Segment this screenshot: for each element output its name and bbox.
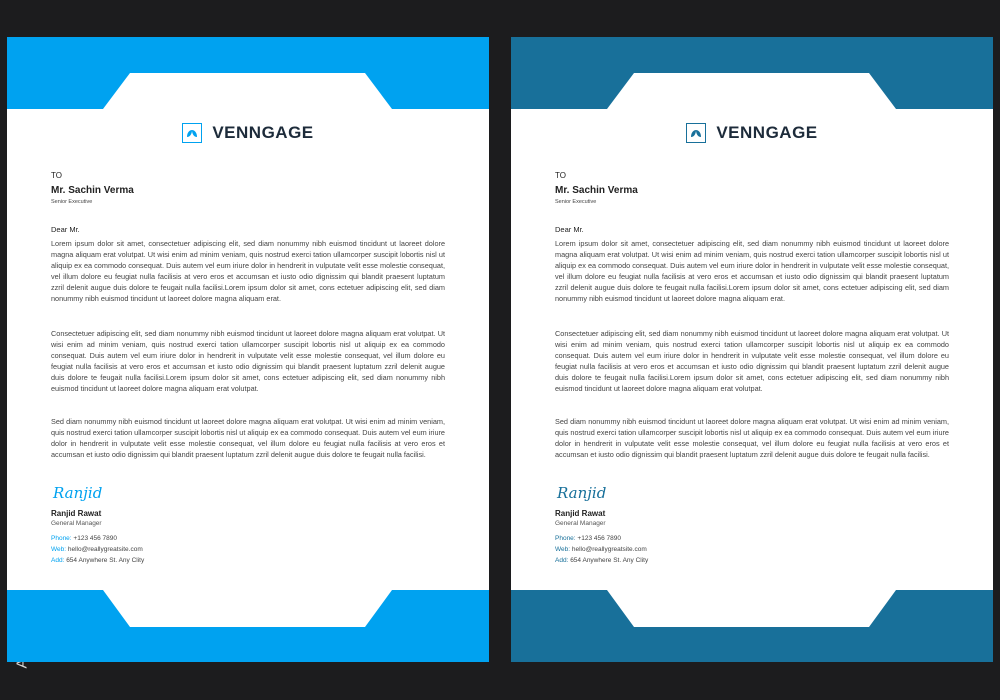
letterhead-dark-teal: [511, 37, 993, 662]
phone-value: +123 456 7890: [73, 535, 117, 542]
address-label: Add:: [51, 557, 65, 564]
letterhead-light-blue: [7, 37, 489, 662]
sender-name: Ranjid Rawat: [51, 509, 102, 518]
leaf-icon: [686, 123, 706, 143]
recipient-name: Mr. Sachin Verma: [51, 185, 134, 196]
body-paragraph: Lorem ipsum dolor sit amet, consectetuer adipiscing elit, sed diam nonummy nibh euismod tincidunt ut laoreet dolore magna aliquam erat volutpat. Ut wisi enim ad minim veniam, quis nostrud exerci tation ullamcorper suscipit lobortis nisl ut aliquip ex ea commodo consequat. Duis autem vel eum iriure dolor in hendrerit in vulputate velit esse molestie consequat, vel illum dolore eu feugiat nulla facilisis at vero eros et accumsan et iusto odio dignissim qui blandit praesent luptatum zzril delenit augue duis dolore te feugait nulla facilisi.Lorem ipsum dolor sit amet, cons ectetuer adipiscing elit, sed diam nonummy nibh euismod tincidunt ut laoreet dolore magna aliquam erat.: [51, 239, 445, 303]
recipient-title: Senior Executive: [51, 199, 93, 205]
web-value: hello@reallygreatsite.com: [571, 546, 647, 553]
recipient-title: Senior Executive: [555, 199, 597, 205]
signature: Ranjid: [53, 484, 103, 502]
address-label: Add:: [555, 557, 569, 564]
body-paragraph: Lorem ipsum dolor sit amet, consectetuer adipiscing elit, sed diam nonummy nibh euismod tincidunt ut laoreet dolore magna aliquam erat volutpat. Ut wisi enim ad minim veniam, quis nostrud exerci tation ullamcorper suscipit lobortis nisl ut aliquip ex ea commodo consequat. Duis autem vel eum iriure dolor in hendrerit in vulputate velit esse molestie consequat, vel illum dolore eu feugiat nulla facilisis at vero eros et accumsan et iusto odio dignissim qui blandit praesent luptatum zzril delenit augue duis dolore te feugait nulla facilisi.Lorem ipsum dolor sit amet, cons ectetuer adipiscing elit, sed diam nonummy nibh euismod tincidunt ut laoreet dolore magna aliquam erat.: [555, 239, 949, 303]
phone-value: +123 456 7890: [577, 535, 621, 542]
body-paragraph: Consectetuer adipiscing elit, sed diam nonummy nibh euismod tincidunt ut laoreet dolore magna aliquam erat volutpat. Ut wisi enim ad minim veniam, quis nostrud exerci tation ullamcorper suscipit lobortis nisl ut aliquip ex ea commodo consequat. Duis autem vel eum iriure dolor in hendrerit in vulputate velit esse molestie consequat, vel illum dolore eu feugiat nulla facilisis at vero eros et accumsan et iusto odio dignissim qui blandit praesent luptatum zzril delenit augue duis dolore te feugait nulla facilisi.Lorem ipsum dolor sit amet, cons ectetuer adipiscing elit, sed diam nonummy nibh euismod tincidunt ut laoreet dolore magna aliquam erat volutpat.: [51, 329, 445, 393]
web-label: Web:: [51, 546, 67, 553]
recipient-name: Mr. Sachin Verma: [555, 185, 638, 196]
leaf-icon: [182, 123, 202, 143]
signature: Ranjid: [557, 484, 607, 502]
salutation: Dear Mr.: [555, 225, 584, 234]
contact-address: [51, 557, 144, 564]
contact-phone: [555, 535, 621, 542]
web-label: Web:: [555, 546, 571, 553]
company-logo: [511, 123, 993, 143]
body-paragraph: Consectetuer adipiscing elit, sed diam nonummy nibh euismod tincidunt ut laoreet dolore magna aliquam erat volutpat. Ut wisi enim ad minim veniam, quis nostrud exerci tation ullamcorper suscipit lobortis nisl ut aliquip ex ea commodo consequat. Duis autem vel eum iriure dolor in hendrerit in vulputate velit esse molestie consequat, vel illum dolore eu feugiat nulla facilisis at vero eros et accumsan et iusto odio dignissim qui blandit praesent luptatum zzril delenit augue duis dolore te feugait nulla facilisi.Lorem ipsum dolor sit amet, cons ectetuer adipiscing elit, sed diam nonummy nibh euismod tincidunt ut laoreet dolore magna aliquam erat volutpat.: [555, 329, 949, 393]
contact-web: [51, 546, 143, 553]
body-paragraph: Sed diam nonummy nibh euismod tincidunt ut laoreet dolore magna aliquam erat volutpat. Ut wisi enim ad minim veniam, quis nostrud exerci tation ullamcorper suscipit lobortis nisl ut aliquip ex ea commodo consequat. Duis autem vel eum iriure dolor in hendrerit in vulputate velit esse molestie consequat, vel illum dolore eu feugiat nulla facilisis at vero eros et accumsan et iusto odio dignissim qui blandit praesent luptatum zzril delenit augue duis dolore te feugait nulla facilisi.: [555, 417, 949, 459]
address-value: 654 Anywhere St. Any Clity: [66, 557, 145, 564]
logo-wordmark: VENNGAGE: [716, 123, 818, 142]
sender-name: Ranjid Rawat: [555, 509, 606, 518]
sender-title: General Manager: [555, 520, 606, 527]
sender-title: General Manager: [51, 520, 102, 527]
salutation: Dear Mr.: [51, 225, 80, 234]
contact-phone: [51, 535, 117, 542]
phone-label: Phone:: [51, 535, 72, 542]
company-logo: [7, 123, 489, 143]
logo-wordmark: VENNGAGE: [212, 123, 314, 142]
phone-label: Phone:: [555, 535, 576, 542]
to-label: TO: [51, 171, 62, 180]
contact-address: [555, 557, 648, 564]
body-paragraph: Sed diam nonummy nibh euismod tincidunt ut laoreet dolore magna aliquam erat volutpat. Ut wisi enim ad minim veniam, quis nostrud exerci tation ullamcorper suscipit lobortis nisl ut aliquip ex ea commodo consequat. Duis autem vel eum iriure dolor in hendrerit in vulputate velit esse molestie consequat, vel illum dolore eu feugiat nulla facilisis at vero eros et accumsan et iusto odio dignissim qui blandit praesent luptatum zzril delenit augue duis dolore te feugait nulla facilisi.: [51, 417, 445, 459]
address-value: 654 Anywhere St. Any Clity: [570, 557, 649, 564]
contact-web: [555, 546, 647, 553]
web-value: hello@reallygreatsite.com: [67, 546, 143, 553]
to-label: TO: [555, 171, 566, 180]
